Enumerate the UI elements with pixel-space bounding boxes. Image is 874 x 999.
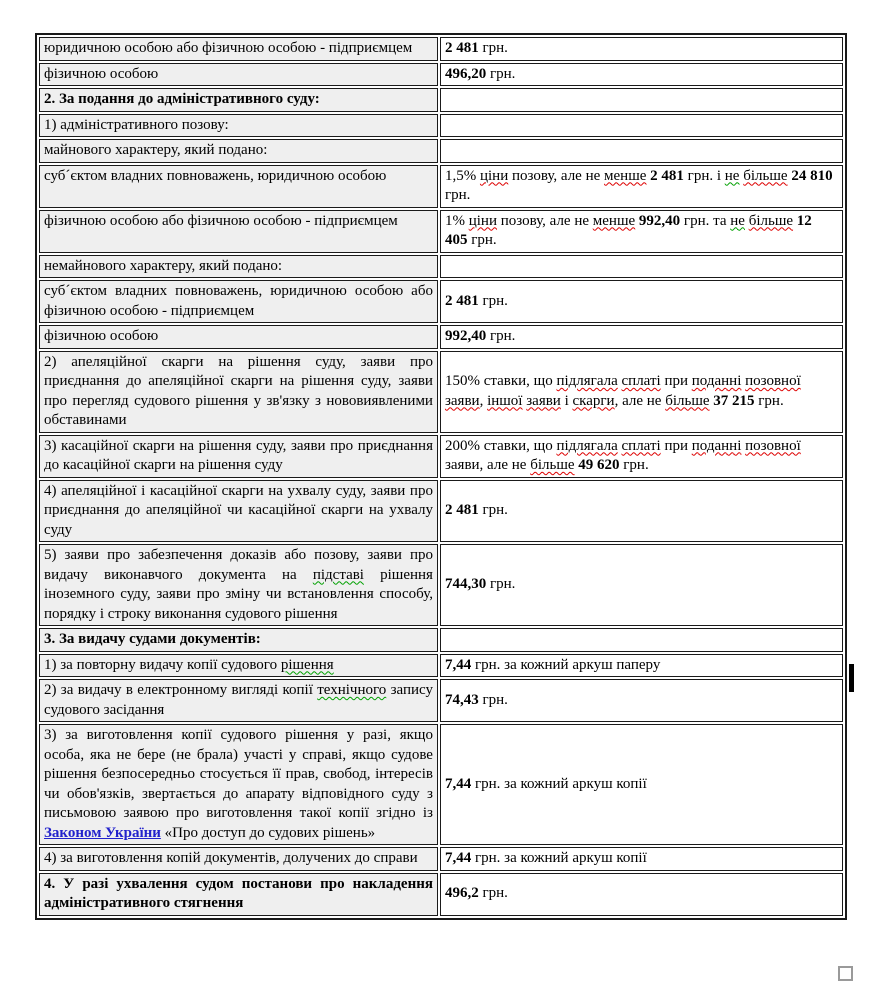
- text-segment: 4) апеляційної і касаційної скарги на ухвалу суду, заяви про приєднання до апеляційної чи касаційної скарги на ухвалу суду: [44, 482, 433, 538]
- text-segment: майнового характеру, який подано:: [44, 142, 268, 158]
- fee-amount-cell[interactable]: [440, 88, 843, 112]
- text-segment: 12 405: [444, 212, 812, 248]
- table-row: [39, 351, 843, 433]
- fee-description-cell[interactable]: [39, 280, 438, 323]
- text-segment: юридичною особою або фізичною особою - підприємцем: [44, 40, 413, 56]
- fee-amount-cell[interactable]: [440, 847, 843, 871]
- fee-description-cell[interactable]: [39, 63, 438, 87]
- text-segment: технічного: [317, 682, 387, 698]
- text-segment: позову, але не: [496, 212, 593, 229]
- text-segment: 4) за виготовлення копій документів, долучених до справи: [44, 850, 418, 866]
- text-segment: підлягала: [556, 373, 618, 389]
- text-segment: позовної: [745, 373, 801, 389]
- fee-amount-cell[interactable]: [440, 114, 843, 138]
- text-segment: 992,40: [638, 212, 681, 229]
- table-row: [39, 37, 843, 61]
- text-segment: , але не: [614, 392, 666, 409]
- text-segment: грн. за кожний аркуш копії: [471, 850, 647, 866]
- table-row: [39, 544, 843, 626]
- text-segment: рішення: [280, 656, 334, 673]
- text-segment: сплаті: [621, 437, 661, 454]
- table-row: [39, 847, 843, 871]
- fee-amount-cell[interactable]: [440, 679, 843, 722]
- fee-amount-cell[interactable]: [440, 139, 843, 163]
- table-row: [39, 679, 843, 722]
- text-segment: грн. за кожний аркуш копії: [471, 775, 647, 792]
- text-segment: 4. У разі ухвалення судом постанови про накладення адміністративного стягнення: [44, 875, 433, 911]
- text-segment: «Про доступ до судових рішень»: [160, 824, 376, 841]
- fee-description-cell[interactable]: [39, 873, 438, 916]
- text-segment: 37 215: [713, 392, 755, 409]
- table-row: [39, 873, 843, 916]
- table-row: [39, 88, 843, 112]
- text-segment: 7,44: [444, 775, 472, 792]
- table-row: [39, 325, 843, 349]
- fee-description-cell[interactable]: [39, 88, 438, 112]
- text-segment: немайнового характеру, який подано:: [44, 257, 283, 274]
- text-segment: 2 481: [650, 167, 684, 184]
- text-segment: грн.: [754, 392, 784, 409]
- text-segment: і: [560, 392, 573, 409]
- text-segment: не: [724, 167, 740, 184]
- table-row: [39, 480, 843, 543]
- text-segment: більше: [665, 392, 710, 409]
- fee-amount-cell[interactable]: [440, 628, 843, 652]
- text-segment: ціни: [468, 212, 497, 229]
- fee-amount-cell[interactable]: [440, 325, 843, 349]
- text-segment: заяви, але не: [444, 457, 531, 473]
- fee-amount-cell[interactable]: [440, 165, 843, 208]
- table-row: [39, 210, 843, 253]
- text-segment: 496,2: [444, 885, 479, 902]
- text-segment: 24 810: [791, 167, 833, 184]
- text-segment: грн.: [478, 40, 508, 56]
- fee-amount-cell[interactable]: [440, 280, 843, 323]
- fee-amount-cell[interactable]: [440, 480, 843, 543]
- table-row: [39, 255, 843, 279]
- text-segment: грн. за кожний аркуш паперу: [471, 656, 661, 673]
- text-segment: 2. За подання до адміністративного суду:: [44, 91, 320, 107]
- text-segment: ,: [479, 392, 488, 409]
- text-segment: суб´єктом владних повноважень, юридичною особою або фізичною особою - підприємцем: [44, 283, 433, 319]
- fee-amount-cell[interactable]: [440, 435, 843, 478]
- text-cursor: [849, 664, 854, 692]
- text-segment: грн.: [478, 292, 508, 309]
- fee-description-cell[interactable]: [39, 255, 438, 279]
- table-row: [39, 165, 843, 208]
- text-segment: грн.: [486, 576, 516, 593]
- text-segment: більше: [748, 212, 794, 229]
- text-segment: грн.: [444, 187, 471, 203]
- text-segment: 992,40: [444, 328, 487, 344]
- text-segment: більше: [530, 457, 575, 473]
- text-segment: грн.: [486, 328, 516, 344]
- fee-description-cell[interactable]: [39, 847, 438, 871]
- text-segment: скарги: [572, 392, 615, 409]
- table-row: [39, 63, 843, 87]
- fee-description-cell[interactable]: [39, 654, 438, 678]
- text-segment: 2 481: [444, 40, 479, 56]
- text-segment: грн.: [478, 502, 508, 518]
- text-segment: менше: [604, 167, 647, 184]
- text-segment: грн. та: [680, 212, 731, 229]
- text-segment: грн.: [478, 691, 508, 708]
- text-segment: поданні: [691, 373, 742, 389]
- table-row: [39, 114, 843, 138]
- text-segment: 744,30: [444, 576, 487, 593]
- fee-description-cell[interactable]: [39, 435, 438, 478]
- fee-amount-cell[interactable]: [440, 873, 843, 916]
- text-segment: фізичною особою: [44, 65, 159, 82]
- text-segment: при: [660, 373, 692, 389]
- table-row: [39, 654, 843, 678]
- text-segment: фізичною особою або фізичною особою - підприємцем: [44, 212, 398, 229]
- fee-description-cell[interactable]: [39, 480, 438, 543]
- fee-amount-cell[interactable]: [440, 654, 843, 678]
- text-segment: 3. За видачу судами документів:: [44, 631, 261, 647]
- fee-description-cell[interactable]: [39, 114, 438, 138]
- fee-description-cell[interactable]: [39, 628, 438, 652]
- fee-description-cell[interactable]: [39, 679, 438, 722]
- table-row: [39, 628, 843, 652]
- fee-amount-cell[interactable]: [440, 351, 843, 433]
- text-segment: рішення іноземного суду, заяви про зміну чи встановлення способу, порядку і строку виконання судового рішення: [44, 566, 433, 622]
- text-segment: 2) за видачу в електронному вигляді копії: [44, 682, 318, 698]
- text-segment: заяви: [444, 392, 480, 409]
- law-on-access-to-court-decisions-link[interactable]: Законом України: [44, 824, 161, 841]
- text-segment: 2) апеляційної скарги на рішення суду, заяви про приєднання до апеляційної скарги на рішення суду, заяви про перегляд судового рішення у зв'язку з нововиявленими обставинами: [44, 353, 433, 428]
- fee-amount-cell[interactable]: [440, 544, 843, 626]
- court-fees-table-body: [39, 37, 843, 916]
- text-segment: 2 481: [444, 292, 479, 309]
- text-segment: 3) касаційної скарги на рішення суду, заяви про приєднання до касаційної скарги на рішення суду: [44, 437, 433, 473]
- table-row: [39, 435, 843, 478]
- text-segment: 1%: [444, 212, 469, 229]
- text-segment: 7,44: [444, 656, 472, 673]
- text-segment: 3) за виготовлення копії судового рішення у разі, якщо особа, яка не бере (не брала) участі у справі, якщо судове рішення безпосередньо стосується її прав, свобод, інтересів чи обов'язків, звертається до апарату відповідного суду з письмовою заявою про виготовлення такої копії згідно із: [44, 727, 433, 821]
- fee-description-cell[interactable]: [39, 165, 438, 208]
- fee-amount-cell[interactable]: [440, 210, 843, 253]
- text-segment: 74,43: [444, 691, 479, 708]
- text-segment: позову, але не: [508, 167, 605, 184]
- text-segment: 1) адміністративного позову:: [44, 116, 229, 133]
- text-segment: 496,20: [444, 65, 487, 82]
- table-row: [39, 139, 843, 163]
- text-segment: 150% ставки, що: [444, 373, 557, 389]
- fee-amount-cell[interactable]: [440, 37, 843, 61]
- text-segment: 1) за повторну видачу копії судового: [44, 656, 281, 673]
- text-segment: поданні: [691, 437, 742, 454]
- text-segment: грн. і: [683, 167, 725, 184]
- text-segment: заяви: [526, 392, 561, 409]
- text-segment: іншої: [487, 392, 523, 409]
- fee-description-cell[interactable]: [39, 139, 438, 163]
- court-fees-table: [35, 33, 847, 920]
- fee-amount-cell[interactable]: [440, 255, 843, 279]
- text-segment: 2 481: [444, 502, 479, 518]
- text-segment: фізичною особою: [44, 328, 159, 344]
- text-segment: сплаті: [621, 373, 661, 389]
- fee-description-cell[interactable]: [39, 544, 438, 626]
- text-segment: при: [660, 437, 692, 454]
- table-row: [39, 724, 843, 845]
- text-segment: 7,44: [444, 850, 472, 866]
- table-row: [39, 280, 843, 323]
- fee-description-cell[interactable]: [39, 210, 438, 253]
- fee-description-cell[interactable]: [39, 351, 438, 433]
- text-segment: 200% ставки, що: [444, 437, 557, 454]
- fee-amount-cell[interactable]: [440, 63, 843, 87]
- text-segment: грн.: [467, 232, 497, 248]
- text-segment: 5) заяви про забезпечення доказів або позову, заяви про видачу виконавчого документа на: [44, 547, 433, 583]
- text-segment: не: [730, 212, 745, 229]
- fee-description-cell[interactable]: [39, 325, 438, 349]
- text-segment: суб´єктом владних повноважень, юридичною особою: [44, 167, 387, 184]
- text-segment: грн.: [486, 65, 516, 82]
- text-segment: грн.: [619, 457, 649, 473]
- fee-description-cell[interactable]: [39, 724, 438, 845]
- fee-amount-cell[interactable]: [440, 724, 843, 845]
- table-resize-handle[interactable]: [838, 966, 853, 981]
- text-segment: підлягала: [556, 437, 618, 454]
- text-segment: підставі: [312, 566, 364, 583]
- text-segment: грн.: [478, 885, 508, 902]
- text-segment: 1,5%: [444, 167, 480, 184]
- fee-description-cell[interactable]: [39, 37, 438, 61]
- text-segment: більше: [743, 167, 788, 184]
- text-segment: ціни: [479, 167, 509, 184]
- text-segment: менше: [592, 212, 636, 229]
- text-segment: позовної: [745, 437, 801, 454]
- text-segment: 49 620: [578, 457, 620, 473]
- text-segment: запису судового засідання: [44, 682, 433, 718]
